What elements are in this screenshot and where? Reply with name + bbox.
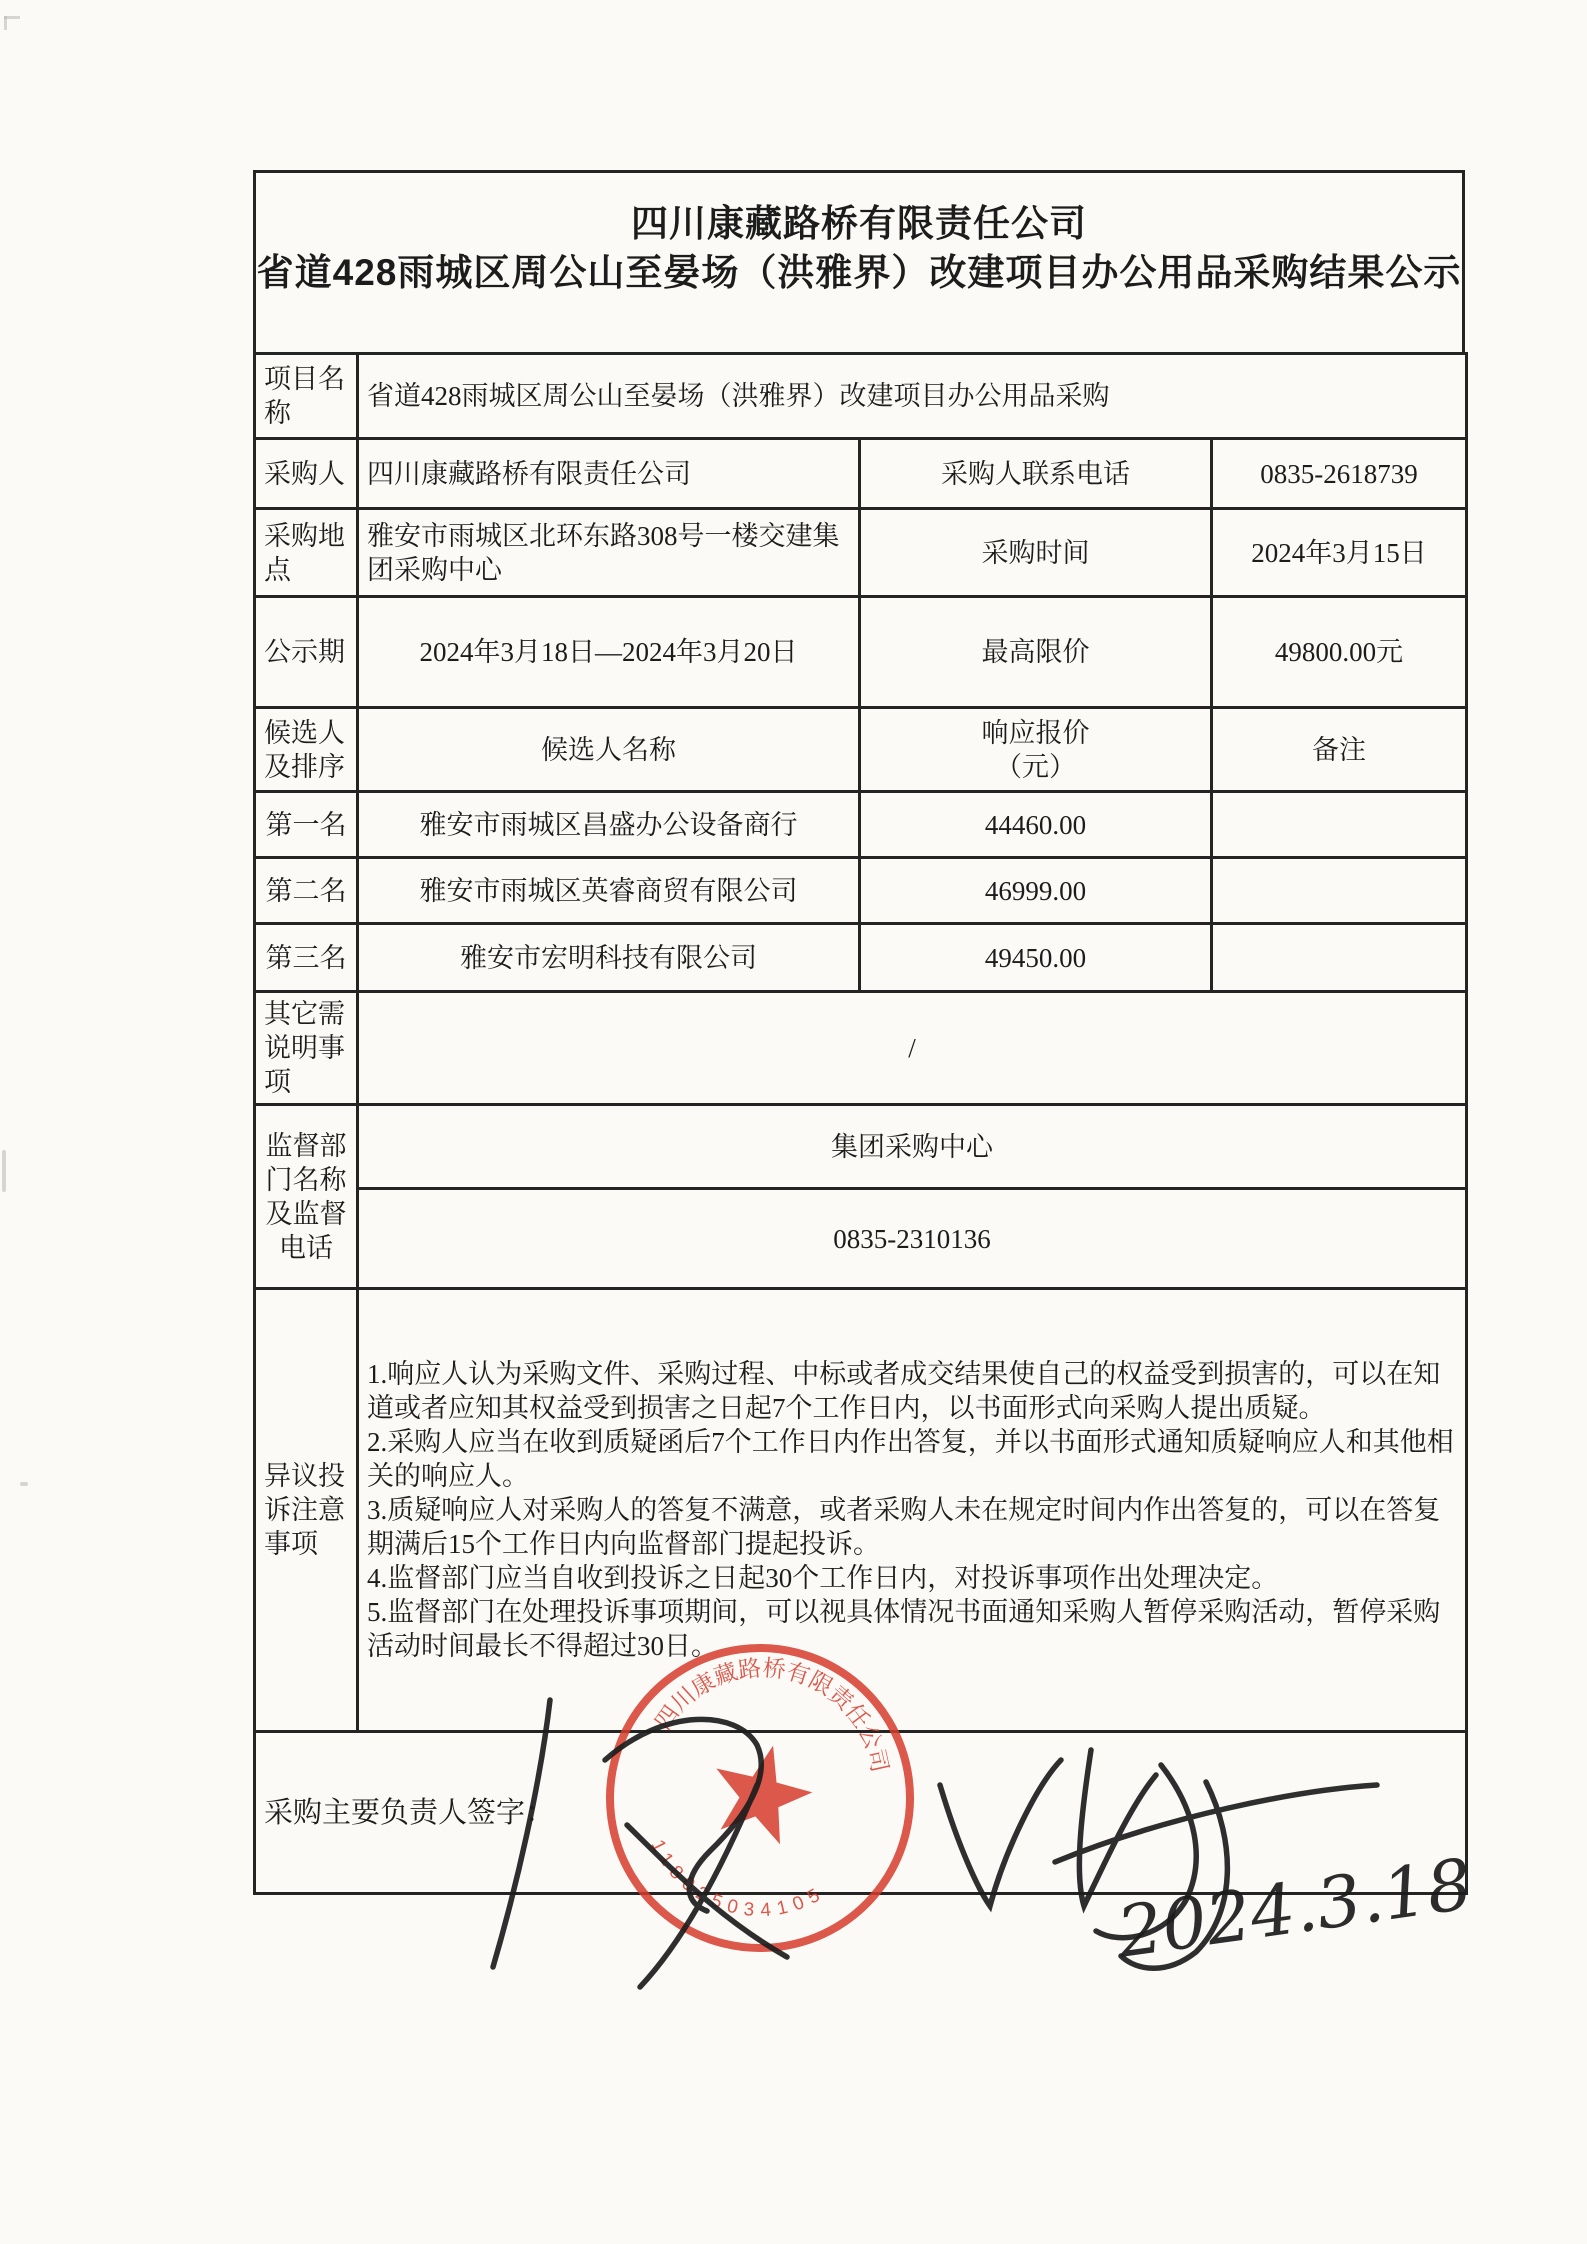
procurement-result-table [253, 352, 1468, 1895]
purchaser-phone-value: 0835-2618739 [1212, 439, 1467, 509]
purchase-time-value: 2024年3月15日 [1212, 509, 1467, 597]
rank-3-label: 第三名 [255, 924, 358, 992]
objection-content [358, 1289, 1467, 1732]
rank-row-1 [255, 792, 1467, 858]
rank-3-name: 雅安市宏明科技有限公司 [358, 924, 860, 992]
location-label: 采购地点 [255, 509, 358, 597]
rank-2-name: 雅安市雨城区英睿商贸有限公司 [358, 858, 860, 924]
purchaser-label: 采购人 [255, 439, 358, 509]
rank-2-remark [1212, 858, 1467, 924]
announcement-title: 省道428雨城区周公山至晏场（洪雅界）改建项目办公用品采购结果公示 [256, 252, 1462, 293]
bid-price-header-line2: （元） [995, 751, 1076, 782]
candidates-header-label: 候选人及排序 [255, 708, 358, 792]
rank-1-name: 雅安市雨城区昌盛办公设备商行 [358, 792, 860, 858]
document-title-block [253, 170, 1465, 352]
rank-row-2 [255, 858, 1467, 924]
objection-item-5: 5.监督部门在处理投诉事项期间，可以视具体情况书面通知采购人暂停采购活动，暂停采购活动时间最长不得超过30日。 [367, 1597, 1441, 1661]
remark-header: 备注 [1212, 708, 1467, 792]
rank-1-label: 第一名 [255, 792, 358, 858]
other-notes-label: 其它需说明事项 [255, 992, 358, 1105]
row-location [255, 509, 1467, 597]
purchase-time-label: 采购时间 [860, 509, 1212, 597]
row-project-name [255, 354, 1467, 439]
rank-2-label: 第二名 [255, 858, 358, 924]
purchaser-phone-label: 采购人联系电话 [860, 439, 1212, 509]
row-other-notes [255, 992, 1467, 1105]
price-limit-value: 49800.00元 [1212, 597, 1467, 708]
objection-item-3: 3.质疑响应人对采购人的答复不满意，或者采购人未在规定时间内作出答复的，可以在答复期满后15个工作日内向监督部门提起投诉。 [367, 1495, 1441, 1559]
company-title: 四川康藏路桥有限责任公司 [631, 203, 1087, 244]
publicity-period-value: 2024年3月18日—2024年3月20日 [358, 597, 860, 708]
row-objection-notice [255, 1289, 1467, 1732]
objection-item-1: 1.响应人认为采购文件、采购过程、中标或者成交结果使自己的权益受到损害的，可以在知道或者应知其权益受到损害之日起7个工作日内，以书面形式向采购人提出质疑。 [367, 1359, 1441, 1423]
handwritten-date-text: 2024.3.18 [1112, 1842, 1477, 1974]
bid-price-header [860, 708, 1212, 792]
row-signature [255, 1732, 1467, 1894]
scan-artifact [2, 1150, 6, 1192]
objection-label: 异议投诉注意事项 [255, 1289, 358, 1732]
candidate-name-header: 候选人名称 [358, 708, 860, 792]
project-name-value: 省道428雨城区周公山至晏场（洪雅界）改建项目办公用品采购 [358, 354, 1467, 439]
signature-cell [255, 1732, 1467, 1894]
row-purchaser [255, 439, 1467, 509]
price-limit-label: 最高限价 [860, 597, 1212, 708]
rank-2-price: 46999.00 [860, 858, 1212, 924]
supervision-label: 监督部门名称及监督电话 [255, 1105, 358, 1289]
scan-artifact [20, 1482, 28, 1486]
rank-1-remark [1212, 792, 1467, 858]
rank-3-price: 49450.00 [860, 924, 1212, 992]
rank-3-remark [1212, 924, 1467, 992]
announcement-document [253, 170, 1465, 1895]
purchaser-value: 四川康藏路桥有限责任公司 [358, 439, 860, 509]
rank-row-3 [255, 924, 1467, 992]
row-publicity-period [255, 597, 1467, 708]
signature-label: 采购主要负责人签字： [264, 1796, 555, 1829]
rank-1-price: 44460.00 [860, 792, 1212, 858]
bid-price-header-line1: 响应报价 [981, 717, 1090, 748]
supervision-dept-value: 集团采购中心 [358, 1105, 1467, 1189]
publicity-period-label: 公示期 [255, 597, 358, 708]
row-supervision-phone [255, 1189, 1467, 1289]
other-notes-value: / [358, 992, 1467, 1105]
supervision-phone-value: 0835-2310136 [358, 1189, 1467, 1289]
project-name-label: 项目名称 [255, 354, 358, 439]
objection-item-2: 2.采购人应当在收到质疑函后7个工作日内作出答复，并以书面形式通知质疑响应人和其他相关的响应人。 [367, 1427, 1454, 1491]
row-supervision-dept [255, 1105, 1467, 1189]
row-candidates-header [255, 708, 1467, 792]
scan-artifact [4, 16, 7, 30]
seal-company-text: 四川康藏路桥有限责任公司 [649, 1654, 894, 1775]
objection-item-4: 4.监督部门应当自收到投诉之日起30个工作日内，对投诉事项作出处理决定。 [367, 1563, 1279, 1593]
location-value: 雅安市雨城区北环东路308号一楼交建集团采购中心 [358, 509, 860, 597]
seal-code-text: 118025034105 [646, 1836, 830, 1922]
